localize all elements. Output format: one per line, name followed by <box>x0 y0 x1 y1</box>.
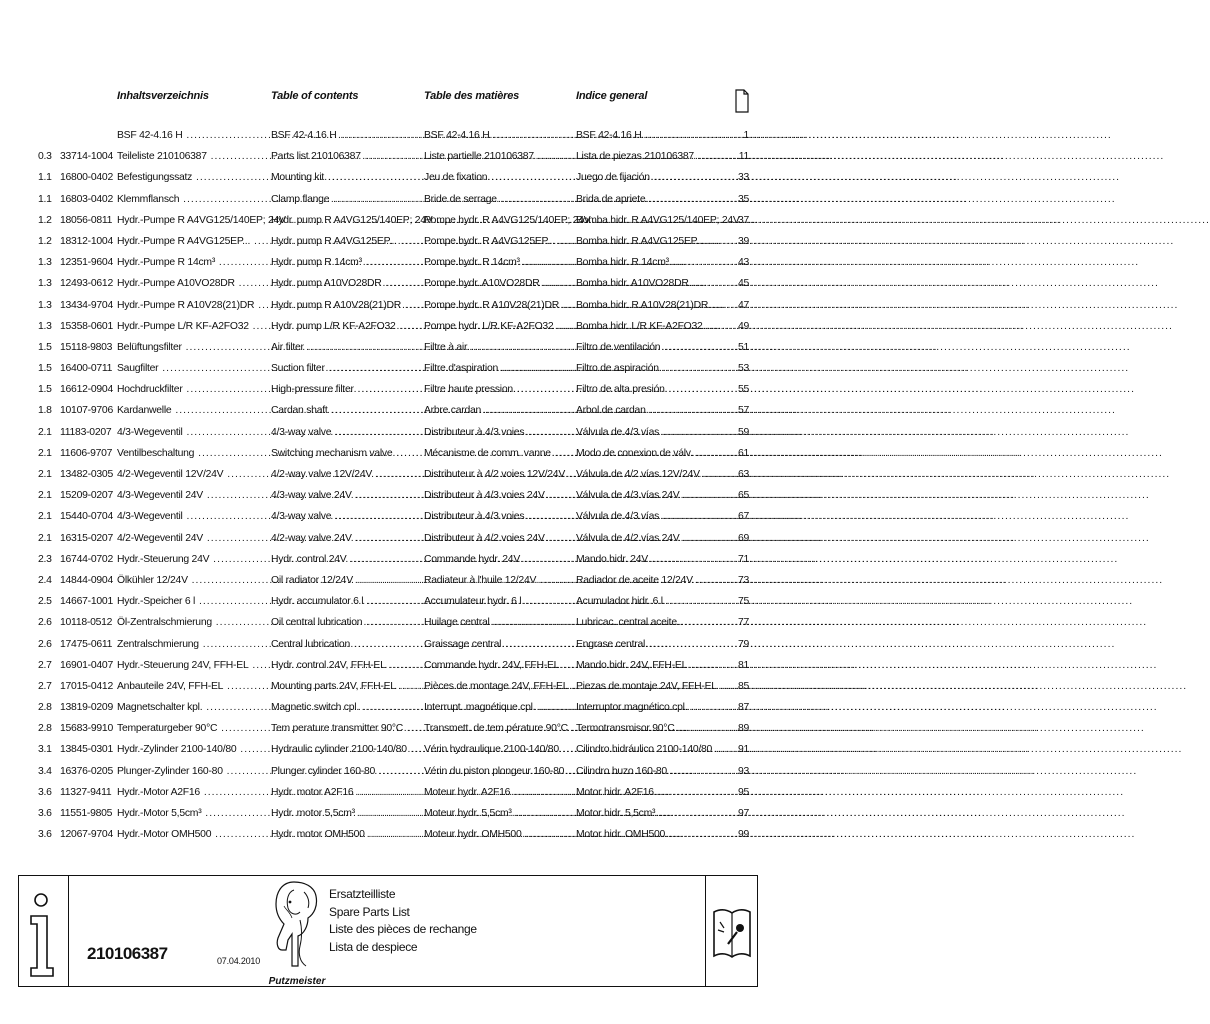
toc-row <box>0 300 768 321</box>
entry-fr: Accumulateur hydr. 6 l ..... <box>424 596 572 608</box>
toc-row <box>0 236 768 257</box>
toc-row <box>0 278 768 299</box>
header-fr: Table des matières <box>424 90 520 102</box>
entry-en: Mounting parts 24V, FFH-EL ..... <box>271 681 419 693</box>
page-number: 11 <box>738 151 749 163</box>
entry-de: Anbauteile 24V, FFH-EL ..... <box>117 681 265 693</box>
entry-es: Filtro de aspiración ..... <box>576 363 724 375</box>
entry-fr: Pompe hydr. L/R KF-A2FO32 ..... <box>424 321 572 333</box>
section-number: 1.5 <box>38 363 52 375</box>
entry-en: Parts list 210106387 ..... <box>271 151 419 163</box>
entry-en: Hydr. pump R 14cm³ ..... <box>271 257 419 269</box>
entry-es: Modo de conexion de válv. ..... <box>576 448 724 460</box>
entry-en: 4/2-way valve 24V ..... <box>271 533 419 545</box>
part-code: 13482-0305 <box>60 469 113 480</box>
entry-es: Juego de fijación ..... <box>576 172 724 184</box>
entry-fr: Pompe hydr. R A4VG125/140EP; 24V ..... <box>424 215 572 227</box>
entry-de: 4/2-Wegeventil 24V ..... <box>117 533 265 545</box>
page-number: 71 <box>737 553 749 565</box>
entry-es: Válvula de 4/2 vías 12V/24V ..... <box>576 469 724 481</box>
section-number: 1.1 <box>38 193 52 205</box>
part-code: 12493-0612 <box>60 278 113 290</box>
entry-es: Válvula de 4/2 vías 24V ..... <box>576 533 724 545</box>
part-code: 16612-0904 <box>60 384 113 396</box>
page-number: 81 <box>737 659 749 671</box>
section-number: 2.1 <box>38 469 52 480</box>
entry-en: Plunger cylinder 160-80 ..... <box>271 766 419 778</box>
entry-de: Hydr.-Motor 5,5cm³ ..... <box>117 808 265 820</box>
page-number: 67 <box>737 511 749 523</box>
entry-en: Hydr. accumulator 6 l ..... <box>271 596 419 608</box>
toc-row <box>0 469 768 490</box>
entry-es: Radiador de aceite 12/24V ..... <box>576 575 724 587</box>
title-de: Ersatzteilliste <box>329 887 396 901</box>
entry-es: Filtro de alta presión ..... <box>576 384 724 396</box>
entry-en: Tem perature transmitter 90°C ..... <box>271 723 419 735</box>
toc-row <box>0 448 768 469</box>
section-number: 3.6 <box>38 786 52 798</box>
title-en: Spare Parts List <box>329 904 410 919</box>
entry-de: Temperaturgeber 90°C ..... <box>117 723 265 735</box>
putzmeister-elephant-logo <box>264 876 330 988</box>
header-es: Indice general <box>576 90 648 102</box>
section-number: 3.4 <box>38 765 52 777</box>
toc-row <box>0 596 768 617</box>
page-icon <box>735 89 749 113</box>
section-number: 2.6 <box>38 617 52 629</box>
toc-row <box>0 723 768 744</box>
entry-en: Oil central lubrication ..... <box>271 617 419 629</box>
brand-name: Putzmeister <box>268 976 326 987</box>
entry-de: 4/3-Wegeventil ..... <box>117 511 265 523</box>
entry-es: Mando hidr. 24V ..... <box>576 554 724 566</box>
toc-row <box>0 554 768 575</box>
entry-es: Acumulador hidr. 6 l ..... <box>576 596 724 608</box>
entry-fr: Liste partielle 210106387 ..... <box>424 151 572 163</box>
part-code: 18056-0811 <box>60 214 113 226</box>
page-number: 37 <box>737 214 749 226</box>
entry-fr: Mécanisme de comm. vanne ..... <box>424 448 572 460</box>
part-number: 210106387 <box>87 944 168 963</box>
entry-fr: Filtre à air ..... <box>424 342 572 354</box>
section-number: 2.1 <box>38 447 52 459</box>
section-number: 2.7 <box>38 659 52 671</box>
info-icon <box>19 876 69 986</box>
section-number: 3.6 <box>38 829 52 841</box>
part-code: 15683-9910 <box>60 723 113 735</box>
entry-en: Suction filter ..... <box>271 363 419 375</box>
entry-de: Klemmflansch ..... <box>117 194 265 206</box>
section-number: 2.4 <box>38 574 52 586</box>
entry-es: Bomba hidr. A10VO28DR ..... <box>576 278 724 290</box>
table-of-contents <box>0 130 768 850</box>
toc-row <box>0 808 768 829</box>
entry-es: Bomba hidr. R 14cm³ ..... <box>576 257 724 269</box>
entry-fr: Pompe hydr. A10VO28DR ..... <box>424 278 572 290</box>
section-number: 1.3 <box>38 257 52 269</box>
part-code: 15209-0207 <box>60 490 113 502</box>
entry-fr: Pièces de montage 24V, FFH-EL ..... <box>424 681 572 693</box>
entry-es: Lista de piezas 210106387 ..... <box>576 151 724 163</box>
section-number: 1.2 <box>38 214 52 226</box>
entry-de: Hydr.-Motor A2F16 ..... <box>117 787 265 799</box>
entry-de: Kardanwelle ..... <box>117 405 265 417</box>
document-titles <box>329 886 477 956</box>
entry-en: Air filter ..... <box>271 342 419 354</box>
entry-es: Válvula de 4/3 vías ..... <box>576 511 724 523</box>
page-number: 89 <box>737 723 749 735</box>
entry-en: BSF 42-4.16 H ..... <box>271 130 419 142</box>
entry-es: Bomba hidr. L/R KF-A2FO32 ..... <box>576 321 724 333</box>
section-number: 2.7 <box>38 680 52 692</box>
page-number: 63 <box>737 469 749 480</box>
toc-row <box>0 681 768 702</box>
entry-fr: Moteur hydr. A2F16 ..... <box>424 787 572 799</box>
entry-en: Hydr. pump R A10V28(21)DR ..... <box>271 300 419 312</box>
entry-es: Filtro de ventilación ..... <box>576 342 724 354</box>
toc-row <box>0 617 768 638</box>
entry-es: Brida de apriete ..... <box>576 194 724 206</box>
part-code: 10118-0512 <box>60 617 113 629</box>
part-code: 17475-0611 <box>60 638 113 650</box>
toc-row <box>0 384 768 405</box>
toc-row <box>0 533 768 554</box>
manual-box <box>705 876 757 986</box>
entry-de: Hydr.-Pumpe L/R KF-A2FO32 ..... <box>117 321 265 333</box>
entry-fr: Filtre d'aspiration ..... <box>424 363 572 375</box>
entry-fr: Vérin du piston plongeur 160-80 ..... <box>424 766 572 778</box>
section-number: 1.3 <box>38 320 52 332</box>
entry-fr: Pompe hydr. R A4VG125EP... ..... <box>424 236 572 248</box>
entry-es: Válvula de 4/3 vías 24V ..... <box>576 490 724 502</box>
entry-fr: Commande hydr. 24V ..... <box>424 554 572 566</box>
toc-row <box>0 702 768 723</box>
toc-row <box>0 427 768 448</box>
part-code: 13845-0301 <box>60 744 113 756</box>
header-en: Table of contents <box>271 90 359 102</box>
entry-es: Cilindro buzo 160-80 ..... <box>576 766 724 778</box>
entry-fr: Distributeur à 4/2 voies 24V ..... <box>424 533 572 545</box>
page-number: 1 <box>743 130 749 141</box>
entry-fr: Transmett. de tem pérature 90°C ..... <box>424 723 572 735</box>
page-number: 85 <box>737 680 749 692</box>
part-code: 16744-0702 <box>60 553 113 565</box>
entry-en: Hydr. control 24V ..... <box>271 554 419 566</box>
page-number: 35 <box>737 193 749 205</box>
entry-es: Cilindro hidráulico 2100-140/80 ..... <box>576 744 724 756</box>
toc-row <box>0 490 768 511</box>
entry-en: Switching mechanism valve ..... <box>271 448 419 460</box>
section-number: 1.2 <box>38 235 52 247</box>
toc-row <box>0 511 768 532</box>
section-number: 2.1 <box>38 426 52 438</box>
part-code: 13819-0209 <box>60 702 113 714</box>
entry-fr: Commande hydr. 24V, FFH-EL ..... <box>424 660 572 672</box>
section-number: 2.1 <box>38 490 52 502</box>
entry-fr: Vérin hydraulique 2100-140/80 ..... <box>424 744 572 756</box>
entry-es: BSF 42-4.16 H ..... <box>576 130 724 142</box>
toc-row <box>0 829 768 850</box>
page-number: 39 <box>737 235 749 247</box>
toc-row <box>0 194 768 215</box>
page-number: 61 <box>737 447 749 459</box>
entry-fr: Pompe hydr. R 14cm³ ..... <box>424 257 572 269</box>
part-code: 12067-9704 <box>60 829 113 841</box>
toc-row <box>0 257 768 278</box>
part-code: 16800-0402 <box>60 172 113 184</box>
entry-fr: Distributeur à 4/3 voies ..... <box>424 511 572 523</box>
page-number: 75 <box>737 596 749 608</box>
toc-row <box>0 744 768 765</box>
entry-en: Hydraulic cylinder 2100-140/80 ..... <box>271 744 419 756</box>
entry-en: Clamp flange ..... <box>271 194 419 206</box>
entry-de: Hochdruckfilter ..... <box>117 384 265 396</box>
section-number: 1.1 <box>38 172 52 184</box>
manual-book-icon <box>706 876 758 986</box>
entry-de: Ölkühler 12/24V ..... <box>117 575 265 587</box>
entry-es: Piezas de montaje 24V, FFH-EL ..... <box>576 681 724 693</box>
entry-es: Arbol de cardan ..... <box>576 405 724 417</box>
entry-es: Bomba hidr. R A4VG125EP... ..... <box>576 236 724 248</box>
section-number: 2.6 <box>38 638 52 650</box>
page-number: 43 <box>737 257 749 269</box>
entry-es: Motor hidr. OMH500 ..... <box>576 829 724 841</box>
entry-en: Magnetic switch cpl. ..... <box>271 702 419 714</box>
part-code: 16400-0711 <box>60 363 113 375</box>
entry-en: 4/3-way valve ..... <box>271 511 419 523</box>
document-date: 07.04.2010 <box>217 956 261 966</box>
page-number: 69 <box>737 532 749 544</box>
page-number: 57 <box>737 405 749 417</box>
entry-de: Hydr.-Speicher 6 l ..... <box>117 596 265 608</box>
page-number: 93 <box>737 765 749 777</box>
page-number: 33 <box>737 172 749 184</box>
section-number: 1.5 <box>38 341 52 353</box>
toc-row <box>0 660 768 681</box>
toc-row <box>0 215 768 236</box>
entry-fr: Jeu de fixation ..... <box>424 172 572 184</box>
entry-de: Hydr.-Pumpe R A10V28(21)DR ..... <box>117 300 265 312</box>
entry-de: Hydr.-Pumpe A10VO28DR ..... <box>117 278 265 290</box>
page-number: 99 <box>737 829 749 841</box>
entry-en: 4/3-way valve ..... <box>271 427 419 439</box>
entry-es: Válvula de 4/3 vías ..... <box>576 427 724 439</box>
part-code: 15440-0704 <box>60 511 113 523</box>
page-number: 73 <box>737 574 749 586</box>
toc-row <box>0 151 768 172</box>
toc-row <box>0 172 768 193</box>
page-number: 45 <box>737 278 749 290</box>
entry-fr: Arbre cardan ..... <box>424 405 572 417</box>
entry-de: 4/3-Wegeventil 24V ..... <box>117 490 265 502</box>
part-code: 14667-1001 <box>60 596 113 608</box>
entry-en: Oil radiator 12/24V ..... <box>271 575 419 587</box>
page-number: 97 <box>737 808 749 819</box>
entry-en: Hydr. pump L/R KF-A2FO32 ..... <box>271 321 419 333</box>
part-code: 14844-0904 <box>60 574 113 586</box>
entry-es: Bomba hidr. R A4VG125/140EP; 24V ..... <box>576 215 724 227</box>
page-number: 49 <box>737 320 749 332</box>
entry-de: Ventilbeschaltung ..... <box>117 448 265 460</box>
entry-de: Teileliste 210106387 ..... <box>117 151 265 163</box>
footer <box>18 875 758 987</box>
entry-es: Termotransmisor 90°C ..... <box>576 723 724 735</box>
part-code: 11606-9707 <box>60 447 113 459</box>
entry-fr: Pompe hydr. R A10V28(21)DR ..... <box>424 300 572 312</box>
entry-fr: BSF 42-4.16 H ..... <box>424 130 572 142</box>
section-number: 2.1 <box>38 532 52 544</box>
entry-de: 4/3-Wegeventil ..... <box>117 427 265 439</box>
part-code: 16376-0205 <box>60 765 113 777</box>
part-code: 11327-9411 <box>60 786 112 798</box>
entry-de: Hydr.-Pumpe R A4VG125/140EP; 24V ..... <box>117 215 265 227</box>
entry-en: Hydr. pump R A4VG125EP... ..... <box>271 236 419 248</box>
part-code: 11183-0207 <box>60 426 112 438</box>
entry-fr: Huilage central ..... <box>424 617 572 629</box>
page-number: 79 <box>737 638 749 650</box>
toc-row <box>0 342 768 363</box>
part-code: 16901-0407 <box>60 659 113 671</box>
entry-fr: Filtre haute pression ..... <box>424 384 572 396</box>
toc-row <box>0 766 768 787</box>
entry-en: Hydr. motor A2F16 ..... <box>271 787 419 799</box>
part-code: 11551-9805 <box>60 808 113 819</box>
part-code: 33714-1004 <box>60 151 113 163</box>
entry-es: Interruptor magnético cpl. ..... <box>576 702 724 714</box>
entry-en: Cardan shaft ..... <box>271 405 419 417</box>
part-code: 13434-9704 <box>60 299 113 311</box>
title-es: Lista de despiece <box>329 939 418 954</box>
part-code: 15358-0601 <box>60 320 113 332</box>
entry-de: Befestigungssatz ..... <box>117 172 265 184</box>
section-number: 3.1 <box>38 744 52 756</box>
page-number: 59 <box>737 426 749 438</box>
section-number: 1.5 <box>38 384 52 396</box>
page-number: 91 <box>737 744 749 756</box>
entry-fr: Distributeur à 4/3 voies 24V ..... <box>424 490 572 502</box>
entry-fr: Moteur hydr. OMH500 ..... <box>424 829 572 841</box>
entry-de: Hydr.-Pumpe R 14cm³ ..... <box>117 257 265 269</box>
section-number: 1.3 <box>38 299 52 311</box>
section-number: 1.3 <box>38 278 52 290</box>
page-number: 87 <box>737 702 749 714</box>
entry-de: Zentralschmierung ..... <box>117 639 265 651</box>
toc-row <box>0 363 768 384</box>
entry-en: Mounting kit ..... <box>271 172 419 184</box>
toc-row <box>0 130 768 151</box>
entry-es: Motor hidr. A2F16 ..... <box>576 787 724 799</box>
entry-es: Mando hidr. 24V, FFH-EL ..... <box>576 660 724 672</box>
entry-de: Öl-Zentralschmierung ..... <box>117 617 265 629</box>
section-number: 2.1 <box>38 511 52 523</box>
section-number: 1.8 <box>38 405 52 417</box>
section-number: 2.3 <box>38 553 52 565</box>
entry-es: Lubricac. central aceite ..... <box>576 617 724 629</box>
entry-de: BSF 42-4.16 H ..... <box>117 130 265 142</box>
entry-de: Magnetschalter kpl. ..... <box>117 702 265 714</box>
entry-de: Hydr.-Pumpe R A4VG125EP... ..... <box>117 236 265 248</box>
entry-de: 4/2-Wegeventil 12V/24V ..... <box>117 469 265 481</box>
toc-row <box>0 787 768 808</box>
part-code: 16803-0402 <box>60 193 113 205</box>
page-number: 47 <box>737 299 749 311</box>
entry-fr: Radiateur à l'huile 12/24V ..... <box>424 575 572 587</box>
entry-es: Bomba hidr. R A10V28(21)DR ..... <box>576 300 724 312</box>
entry-fr: Bride de serrage ..... <box>424 194 572 206</box>
entry-de: Belüftungsfilter ..... <box>117 342 265 354</box>
page-number: 95 <box>737 786 749 798</box>
part-code: 16315-0207 <box>60 532 113 544</box>
entry-es: Engrase central ..... <box>576 639 724 651</box>
entry-fr: Moteur hydr. 5,5cm³ ..... <box>424 808 572 820</box>
page-number: 77 <box>737 617 749 629</box>
entry-de: Hydr.-Steuerung 24V, FFH-EL ..... <box>117 660 265 672</box>
entry-fr: Interrupt. magnétique cpl. ..... <box>424 702 572 714</box>
part-code: 12351-9604 <box>60 257 113 269</box>
entry-en: Hydr. control 24V, FFH-EL ..... <box>271 660 419 672</box>
entry-en: Hydr. pump A10VO28DR ..... <box>271 278 419 290</box>
part-code: 15118-9803 <box>60 341 113 353</box>
entry-de: Hydr.-Motor OMH500 ..... <box>117 829 265 841</box>
entry-de: Hydr.-Zylinder 2100-140/80 ..... <box>117 744 265 756</box>
section-number: 2.8 <box>38 723 52 735</box>
entry-en: Central lubrication ..... <box>271 639 419 651</box>
info-box <box>19 876 69 986</box>
entry-en: 4/3-way valve 24V ..... <box>271 490 419 502</box>
toc-row <box>0 321 768 342</box>
entry-fr: Distributeur à 4/3 voies ..... <box>424 427 572 439</box>
entry-en: High-pressure filter ..... <box>271 384 419 396</box>
entry-de: Saugfilter ..... <box>117 363 265 375</box>
entry-en: Hydr. motor OMH500 ..... <box>271 829 419 841</box>
entry-en: Hydr. pump R A4VG125/140EP; 24V ..... <box>271 215 419 227</box>
part-code: 17015-0412 <box>60 680 113 692</box>
title-fr: Liste des pièces de rechange <box>329 922 477 936</box>
section-number: 0.3 <box>38 151 52 163</box>
toc-row <box>0 405 768 426</box>
entry-en: 4/2-way valve 12V/24V ..... <box>271 469 419 481</box>
part-code: 10107-9706 <box>60 405 113 417</box>
entry-de: Plunger-Zylinder 160-80 ..... <box>117 766 265 778</box>
header-de: Inhaltsverzeichnis <box>117 90 209 102</box>
entry-fr: Distributeur à 4/2 voies 12V/24V ..... <box>424 469 572 481</box>
entry-fr: Graissage central ..... <box>424 639 572 651</box>
section-number: 2.8 <box>38 702 52 714</box>
toc-row <box>0 639 768 660</box>
entry-en: Hydr. motor 5,5cm³ ..... <box>271 808 419 820</box>
page-number: 51 <box>737 341 749 353</box>
page-number: 55 <box>737 384 749 396</box>
part-code: 18312-1004 <box>60 235 113 247</box>
section-number: 3.6 <box>38 808 52 819</box>
section-number: 2.5 <box>38 596 52 608</box>
page-number: 53 <box>737 363 749 375</box>
page-number: 65 <box>737 490 749 502</box>
entry-es: Motor hidr. 5,5cm³ ..... <box>576 808 724 820</box>
toc-row <box>0 575 768 596</box>
entry-de: Hydr.-Steuerung 24V ..... <box>117 554 265 566</box>
